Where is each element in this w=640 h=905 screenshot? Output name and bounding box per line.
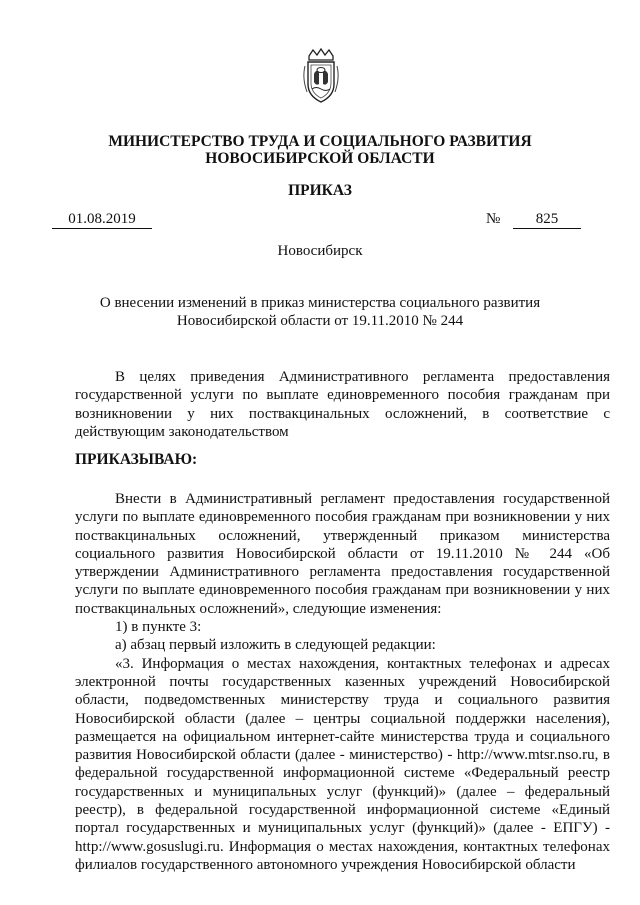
preamble-paragraph: В целях приведения Административного регламента предоставления государственной услуги по выплате единовременного пособия гражданам при возникновении у них поствакцинальных осложнений, в соответствие с действующим законодательством [75,369,610,440]
document-subject [60,294,580,330]
coat-of-arms-icon [299,48,343,106]
number-sign: № [486,211,501,227]
item-1: 1) в пункте 3: [115,619,202,636]
body-content [75,490,610,874]
ministry-name-line1: МИНИСТЕРСТВО ТРУДА И СОЦИАЛЬНОГО РАЗВИТИЯ [108,133,532,150]
subject-line2: Новосибирской области от 19.11.2010 № 244 [176,313,464,329]
ministry-name-line2: НОВОСИБИРСКОЙ ОБЛАСТИ [205,150,435,167]
document-date: 01.08.2019 [52,210,152,229]
city-name: Новосибирск [277,243,363,259]
order-word: ПРИКАЗЫВАЮ: [75,451,198,468]
document-number: 825 [513,210,581,229]
subject-line1: О внесении изменений в приказ министерства социального развития [99,295,541,311]
document-type: ПРИКАЗ [288,182,352,199]
main-paragraph: Внести в Административный регламент предоставления государственной услуги по выплате единовременного пособия гражданам при возникновении у них поствакцинальных осложнений, утвержденный приказом министерства социального развития Новосибирской области от 19.11.2010 № 244 «Об утверждении Административного регламента предоставления государственной услуги по выплате единовременного пособия гражданам при возникновении у них поствакцинальных осложнений», следующие изменения: [75,491,610,617]
item-1a: а) абзац первый изложить в следующей редакции: [115,637,436,654]
quoted-paragraph: «3. Информация о местах нахождения, контактных телефонах и адресах электронной почты государственных казенных учреждений Новосибирской области, подведомственных министерству труда и социального развития Новосибирской области (далее – центры социальной поддержки населения), размещается на официальном интернет-сайте министерства труда и социального развития Новосибирской области (далее - министерство) - http://www.mtsr.nso.ru, в федеральной государственной информационной системе «Федеральный реестр государственных и муниципальных услуг (функций)» (далее – федеральный реестр), в федеральной государственной информационной системе «Единый портал государственных и муниципальных услуг (функций)» (далее - ЕПГУ) - http://www.gosuslugi.ru. Информация о местах нахождения, контактных телефонах филиалов государственного автономного учреждения Новосибирской области [75,655,610,873]
